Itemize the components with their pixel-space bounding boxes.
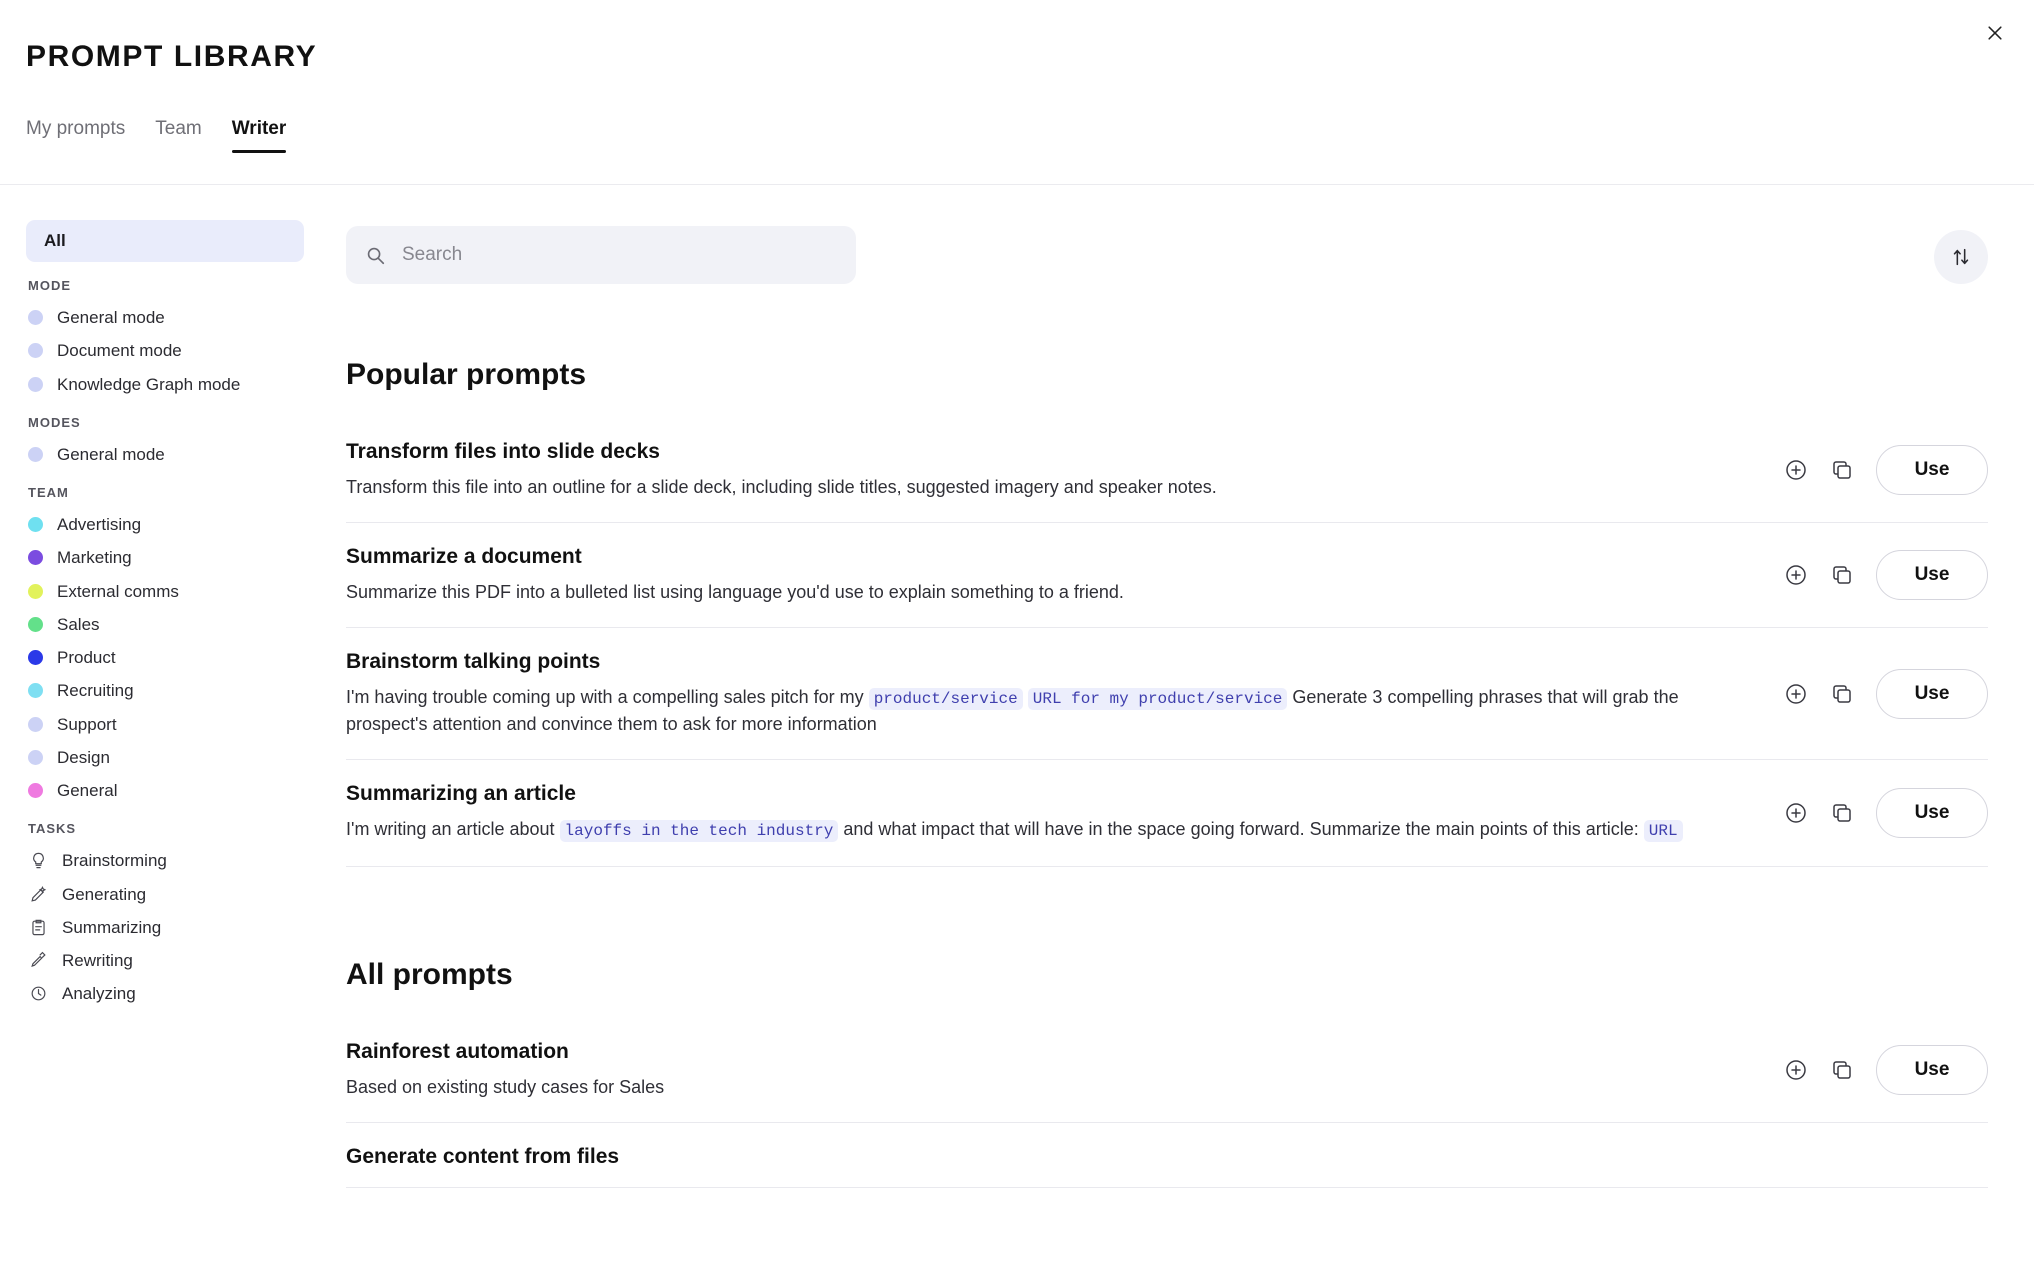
copy-icon[interactable] xyxy=(1830,563,1854,587)
color-dot-icon xyxy=(28,683,43,698)
row-actions xyxy=(1784,669,1988,719)
prompt-content xyxy=(346,650,1988,737)
sidebar-item-marketing[interactable] xyxy=(26,541,304,574)
prompt-description xyxy=(346,684,1748,737)
color-dot-icon xyxy=(28,310,43,325)
tab-my-prompts[interactable]: My prompts xyxy=(26,118,126,139)
sidebar-item-label: Document mode xyxy=(57,341,182,361)
sidebar-item-label: Generating xyxy=(62,884,147,904)
sort-arrows-icon[interactable] xyxy=(1934,230,1988,284)
sidebar-item-label: General xyxy=(57,781,118,800)
use-button[interactable]: Use xyxy=(1876,550,1988,600)
plus-circle-icon[interactable] xyxy=(1784,458,1808,482)
rewrite-icon xyxy=(28,951,48,971)
sidebar-item-label: Summarizing xyxy=(62,917,162,937)
sidebar-item-modes-general-mode[interactable] xyxy=(26,438,304,471)
prompt-description xyxy=(346,816,1748,843)
plus-circle-icon[interactable] xyxy=(1784,563,1808,587)
sidebar-item-summarizing[interactable] xyxy=(26,911,304,944)
use-button[interactable]: Use xyxy=(1876,1045,1988,1095)
prompt-token: URL xyxy=(1644,820,1683,842)
copy-icon[interactable] xyxy=(1830,1058,1854,1082)
search-input[interactable] xyxy=(400,243,838,267)
color-dot-icon xyxy=(28,584,43,599)
page-title: PROMPT LIBRARY xyxy=(26,40,318,73)
prompt-title: Transform files into slide decks xyxy=(346,440,660,463)
use-button[interactable]: Use xyxy=(1876,669,1988,719)
sidebar-item-knowledge-graph-mode[interactable] xyxy=(26,368,304,401)
prompt-content xyxy=(346,782,1988,843)
sidebar-item-all[interactable]: All xyxy=(26,220,304,262)
prompt-title: Brainstorm talking points xyxy=(346,650,601,674)
sidebar-item-general[interactable] xyxy=(26,774,304,807)
text-part: I'm having trouble coming up with a compelling sales pitch for my xyxy=(346,687,869,708)
header-divider xyxy=(0,184,2034,185)
sidebar-item-label: Knowledge Graph mode xyxy=(57,374,241,394)
sidebar-item-label: External comms xyxy=(57,581,179,601)
table-row[interactable] xyxy=(346,523,1988,628)
sidebar-item-general-mode[interactable] xyxy=(26,301,304,334)
sidebar-group-tasks: TASKS xyxy=(28,821,77,837)
sidebar-item-label: Support xyxy=(57,714,117,734)
section-title-popular: Popular prompts xyxy=(346,358,587,391)
prompt-token: URL for my product/service xyxy=(1028,688,1288,710)
color-dot-icon xyxy=(28,550,43,565)
prompt-description xyxy=(346,579,1748,605)
text-part: I'm writing an article about xyxy=(346,819,560,840)
text-part: Summarize this PDF into a bulleted list using language you'd use to explain something to a friend. xyxy=(346,582,1124,603)
prompt-token: layoffs in the tech industry xyxy=(560,820,839,842)
row-actions xyxy=(1876,1157,1988,1207)
color-dot-icon xyxy=(28,343,43,358)
sidebar-item-label: Brainstorming xyxy=(62,851,167,871)
sidebar-item-advertising[interactable] xyxy=(26,508,304,541)
tab-writer[interactable]: Writer xyxy=(232,118,287,153)
color-dot-icon xyxy=(28,517,43,532)
sidebar-item-label: Recruiting xyxy=(57,681,134,701)
color-dot-icon xyxy=(28,617,43,632)
table-row[interactable] xyxy=(346,760,1988,866)
prompt-title: Summarize a document xyxy=(346,545,582,569)
sidebar-group-mode: MODE xyxy=(28,278,71,293)
sidebar-item-label: Advertising xyxy=(57,515,142,534)
copy-icon[interactable] xyxy=(1830,801,1854,825)
row-actions xyxy=(1784,550,1988,600)
sidebar-item-label: General mode xyxy=(57,444,165,464)
section-title-all: All prompts xyxy=(346,958,513,991)
analyze-icon xyxy=(28,984,48,1004)
row-actions xyxy=(1784,445,1988,495)
lightbulb-icon xyxy=(28,851,48,871)
prompt-token: product/service xyxy=(869,688,1023,710)
text-part: Transform this file into an outline for a slide deck, including slide titles, suggested imagery and speaker notes. xyxy=(346,477,1217,497)
sidebar-item-external-comms[interactable] xyxy=(26,575,304,608)
copy-icon[interactable] xyxy=(1830,682,1854,706)
text-part xyxy=(1023,687,1028,707)
use-button[interactable]: Use xyxy=(1876,445,1988,495)
sidebar-item-design[interactable] xyxy=(26,741,304,774)
sidebar-item-label: Product xyxy=(57,648,116,667)
clipboard-icon xyxy=(28,917,48,937)
sidebar-item-label: Sales xyxy=(57,614,100,634)
prompt-content xyxy=(346,1040,1988,1100)
color-dot-icon xyxy=(28,783,43,798)
plus-circle-icon[interactable] xyxy=(1784,682,1808,706)
sidebar-item-label: General mode xyxy=(57,308,165,327)
pencil-sparkle-icon xyxy=(28,884,48,904)
table-row[interactable] xyxy=(346,628,1988,760)
sidebar-item-brainstorming[interactable] xyxy=(26,844,304,877)
color-dot-icon xyxy=(28,650,43,665)
prompt-content xyxy=(346,1145,1988,1169)
sidebar-item-generating[interactable] xyxy=(26,878,304,911)
table-row[interactable] xyxy=(346,418,1988,523)
prompt-title: Rainforest automation xyxy=(346,1040,569,1063)
prompt-description xyxy=(346,1074,1748,1100)
sidebar-item-product[interactable] xyxy=(26,641,304,674)
color-dot-icon xyxy=(28,447,43,462)
use-button[interactable]: Use xyxy=(1876,788,1988,838)
prompt-content xyxy=(346,440,1988,500)
tab-bar xyxy=(26,118,286,153)
sidebar-item-label: Rewriting xyxy=(62,951,133,970)
search-bar[interactable] xyxy=(346,226,856,284)
prompt-title: Summarizing an article xyxy=(346,782,576,806)
text-part: Generate 3 compelling phrases that will grab the prospect's attention and convince them to ask for more information xyxy=(346,687,1679,735)
copy-icon[interactable] xyxy=(1830,458,1854,482)
sidebar-group-modes: MODES xyxy=(28,414,81,430)
popular-prompts-list xyxy=(346,418,1988,867)
sidebar-item-analyzing[interactable] xyxy=(26,977,304,1010)
sidebar-group-team: TEAM xyxy=(28,485,69,500)
sidebar-item-label: Marketing xyxy=(57,548,132,568)
sidebar-item-support[interactable] xyxy=(26,708,304,741)
row-actions xyxy=(1784,1045,1988,1095)
prompt-content xyxy=(346,545,1988,605)
close-icon[interactable] xyxy=(1976,14,2014,52)
all-prompts-list xyxy=(346,1018,1988,1188)
color-dot-icon xyxy=(28,377,43,392)
sidebar-item-document-mode[interactable] xyxy=(26,334,304,367)
color-dot-icon xyxy=(28,717,43,732)
plus-circle-icon[interactable] xyxy=(1784,1058,1808,1082)
prompt-title: Generate content from files xyxy=(346,1145,620,1169)
text-part: and what impact that will have in the space going forward. Summarize the main points of this article: xyxy=(838,819,1644,840)
sidebar-item-sales[interactable] xyxy=(26,608,304,641)
sidebar xyxy=(0,200,330,1280)
row-actions xyxy=(1784,788,1988,838)
plus-circle-icon[interactable] xyxy=(1784,801,1808,825)
table-row[interactable] xyxy=(346,1123,1988,1188)
table-row[interactable] xyxy=(346,1018,1988,1123)
color-dot-icon xyxy=(28,750,43,765)
sidebar-item-label: Analyzing xyxy=(62,984,136,1004)
sidebar-item-label: Design xyxy=(57,747,110,767)
sidebar-item-rewriting[interactable] xyxy=(26,944,304,977)
text-part: Based on existing study cases for Sales xyxy=(346,1077,665,1097)
search-icon xyxy=(364,244,386,266)
tab-team[interactable]: Team xyxy=(155,118,202,139)
sidebar-item-recruiting[interactable] xyxy=(26,674,304,707)
prompt-description xyxy=(346,474,1748,500)
